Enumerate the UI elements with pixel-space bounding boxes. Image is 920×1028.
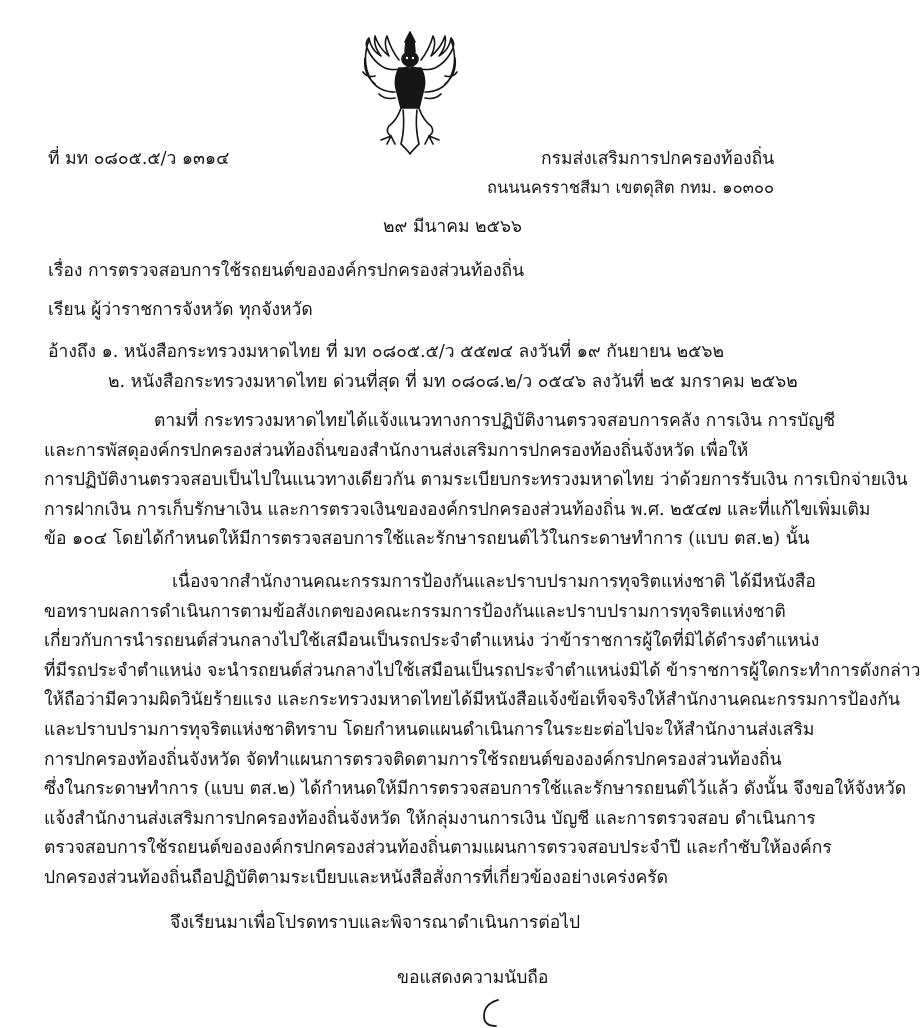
paragraph-line: เนื่องจากสำนักงานคณะกรรมการป้องกันและปราบปรามการทุจริตแห่งชาติ ได้มีหนังสือ [172, 572, 816, 592]
paragraph-line: ขอทราบผลการดำเนินการตามข้อสังเกตของคณะกรรมการป้องกันและปราบปรามการทุจริตแห่งชาติ [44, 601, 786, 622]
letter-date: ๒๙ มีนาคม ๒๕๖๖ [383, 217, 523, 237]
paragraph-line: การปกครองท้องถิ่นจังหวัด จัดทำแผนการตรวจติดตามการใช้รถยนต์ขององค์กรปกครองส่วนท้องถิ่น [44, 749, 782, 770]
reference-number: ที่ มท ๐๘๐๕.๕/ว ๑๓๑๔ [48, 149, 230, 169]
paragraph-line: ปกครองส่วนท้องถิ่นถือปฏิบัติตามระเบียบและหนังสือสั่งการที่เกี่ยวข้องอย่างเคร่งครัด [44, 867, 669, 888]
garuda-emblem-icon [355, 28, 465, 156]
reference-item: อ้างถึง ๑. หนังสือกระทรวงมหาดไทย ที่ มท ๐๘๐๕.๕/ว ๕๕๗๔ ลงวันที่ ๑๙ กันยายน ๒๕๖๒ [48, 342, 725, 362]
paragraph-line: ให้ถือว่ามีความผิดวินัยร้ายแรง และกระทรวงมหาดไทยได้มีหนังสือแจ้งข้อเท็จจริงให้สำนักงานคณะกรรมการป้องกัน [44, 690, 900, 711]
agency-address: ถนนนครราชสีมา เขตดุสิต กทม. ๑๐๓๐๐ [487, 178, 775, 197]
recipient-line: เรียน ผู้ว่าราชการจังหวัด ทุกจังหวัด [48, 300, 313, 320]
paragraph-line: การฝากเงิน การเก็บรักษาเงิน และการตรวจเงินขององค์กรปกครองส่วนท้องถิ่น พ.ศ. ๒๕๔๗ และที่แก้ไขเพิ่มเติม [44, 499, 871, 520]
paragraph-reason [44, 568, 920, 894]
closing-request: จึงเรียนมาเพื่อโปรดทราบและพิจารณาดำเนินการต่อไป [170, 913, 581, 933]
subject-line: เรื่อง การตรวจสอบการใช้รถยนต์ขององค์กรปกครองส่วนท้องถิ่น [48, 261, 525, 281]
paragraph-line: แจ้งสำนักงานส่งเสริมการปกครองท้องถิ่นจังหวัด ให้กลุ่มงานการเงิน บัญชี และการตรวจสอบ ดำเนินการ [44, 808, 816, 829]
closing-salutation: ขอแสดงความนับถือ [397, 968, 549, 988]
paragraph-line: ซึ่งในกระดาษทำการ (แบบ ตส.๒) ได้กำหนดให้มีการตรวจสอบการใช้และรักษารถยนต์ไว้แล้ว ดังนั้น จึงขอให้จังหวัด [44, 779, 907, 800]
paragraph-line: และปราบปรามการทุจริตแห่งชาติทราบ โดยกำหนดแผนดำเนินการในระยะต่อไปจะให้สำนักงานส่งเสริม [44, 719, 815, 740]
paragraph-background [44, 407, 908, 555]
paragraph-line: ตามที่ กระทรวงมหาดไทยได้แจ้งแนวทางการปฏิบัติงานตรวจสอบการคลัง การเงิน การบัญชี [154, 411, 836, 431]
paragraph-line: และการพัสดุองค์กรปกครองส่วนท้องถิ่นของสำนักงานส่งเสริมการปกครองท้องถิ่นจังหวัด เพื่อให้ [44, 440, 749, 461]
paragraph-line: ที่มีรถประจำตำแหน่ง จะนำรถยนต์ส่วนกลางไปใช้เสมือนเป็นรถประจำตำแหน่งมิได้ ข้าราชการผู้ใดกระทำการดังกล่าว [44, 660, 920, 681]
reference-item: ๒. หนังสือกระทรวงมหาดไทย ด่วนที่สุด ที่ มท ๐๘๐๘.๒/ว ๐๕๔๖ ลงวันที่ ๒๕ มกราคม ๒๕๖๒ [108, 372, 798, 392]
paragraph-line: ข้อ ๑๐๔ โดยได้กำหนดให้มีการตรวจสอบการใช้และรักษารถยนต์ไว้ในกระดาษทำการ (แบบ ตส.๒) นั้น [44, 529, 810, 550]
paragraph-line: เกี่ยวกับการนำรถยนต์ส่วนกลางไปใช้เสมือนเป็นรถประจำตำแหน่ง ว่าข้าราชการผู้ใดที่มิได้ดำรงตำแหน่ง [44, 631, 820, 652]
paragraph-line: การปฏิบัติงานตรวจสอบเป็นไปในแนวทางเดียวกัน ตามระเบียบกระทรวงมหาดไทย ว่าด้วยการรับเงิน การเบิกจ่ายเงิน [44, 470, 908, 491]
agency-name: กรมส่งเสริมการปกครองท้องถิ่น [541, 149, 775, 169]
paragraph-line: ตรวจสอบการใช้รถยนต์ขององค์กรปกครองส่วนท้องถิ่นตามแผนการตรวจสอบประจำปี และกำชับให้องค์กร [44, 838, 832, 859]
signature-mark-icon [476, 996, 516, 1028]
